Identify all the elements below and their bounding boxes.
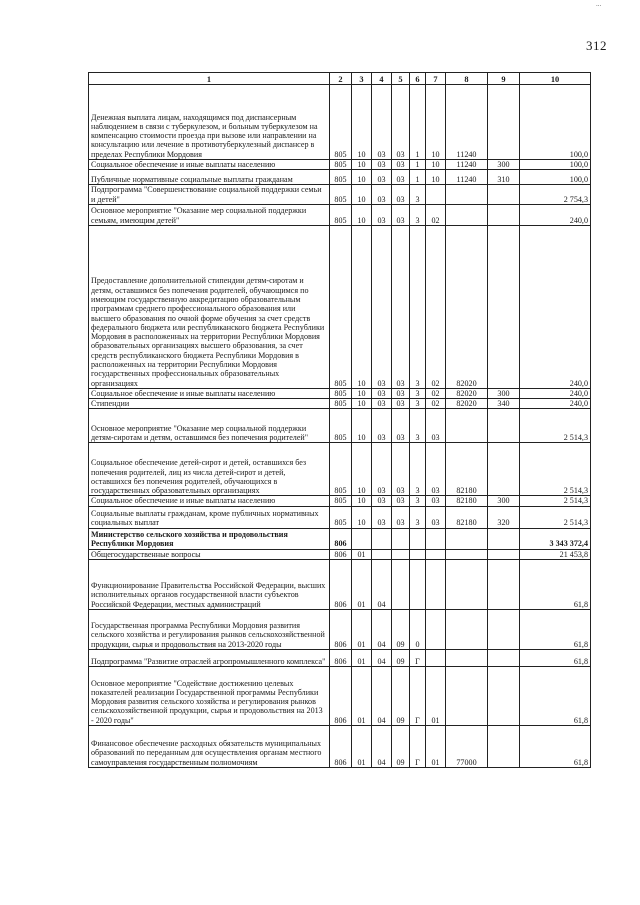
subsection-code: 03 bbox=[372, 204, 392, 225]
table-row bbox=[89, 650, 591, 667]
amount: 61,8 bbox=[520, 726, 591, 768]
subprogram-code: 3 bbox=[410, 204, 426, 225]
header-cell: 7 bbox=[426, 73, 446, 85]
subsection-code: 03 bbox=[372, 225, 392, 388]
subprogram-code: 3 bbox=[410, 185, 426, 205]
direction-code: 82180 bbox=[446, 496, 488, 506]
activity-code: 10 bbox=[426, 170, 446, 185]
subprogram-code: 0 bbox=[410, 610, 426, 650]
amount: 2 514,3 bbox=[520, 409, 591, 443]
admin-code: 805 bbox=[330, 409, 352, 443]
section-code: 01 bbox=[352, 610, 372, 650]
section-code bbox=[352, 528, 372, 549]
table-row bbox=[89, 549, 591, 559]
admin-code: 805 bbox=[330, 388, 352, 398]
subprogram-code: 3 bbox=[410, 388, 426, 398]
section-code: 01 bbox=[352, 650, 372, 667]
table-row bbox=[89, 170, 591, 185]
activity-code: 02 bbox=[426, 204, 446, 225]
admin-code: 805 bbox=[330, 399, 352, 409]
expense-type-code bbox=[488, 409, 520, 443]
subsection-code: 03 bbox=[372, 85, 392, 160]
row-name: Подпрограмма "Совершенствование социальной поддержки семьи и детей" bbox=[89, 185, 330, 205]
direction-code: 77000 bbox=[446, 726, 488, 768]
activity-code bbox=[426, 549, 446, 559]
activity-code: 03 bbox=[426, 443, 446, 496]
subsection-code: 04 bbox=[372, 610, 392, 650]
expense-type-code bbox=[488, 204, 520, 225]
direction-code bbox=[446, 409, 488, 443]
subsection-code: 03 bbox=[372, 185, 392, 205]
program-code: 09 bbox=[392, 610, 410, 650]
subsection-code: 03 bbox=[372, 399, 392, 409]
section-code: 10 bbox=[352, 506, 372, 528]
activity-code: 03 bbox=[426, 506, 446, 528]
admin-code: 806 bbox=[330, 528, 352, 549]
direction-code bbox=[446, 560, 488, 610]
expense-type-code: 320 bbox=[488, 506, 520, 528]
amount: 21 453,8 bbox=[520, 549, 591, 559]
row-name: Социальное обеспечение и иные выплаты населению bbox=[89, 388, 330, 398]
header-cell: 8 bbox=[446, 73, 488, 85]
program-code: 09 bbox=[392, 650, 410, 667]
expense-type-code bbox=[488, 443, 520, 496]
activity-code bbox=[426, 528, 446, 549]
amount: 2 514,3 bbox=[520, 443, 591, 496]
section-code: 10 bbox=[352, 170, 372, 185]
table-row bbox=[89, 506, 591, 528]
expense-type-code: 340 bbox=[488, 399, 520, 409]
expense-type-code bbox=[488, 85, 520, 160]
table-row bbox=[89, 528, 591, 549]
row-name: Публичные нормативные социальные выплаты гражданам bbox=[89, 170, 330, 185]
activity-code bbox=[426, 650, 446, 667]
direction-code: 82020 bbox=[446, 399, 488, 409]
row-name: Основное мероприятие "Оказание мер социальной поддержки семьям, имеющим детей" bbox=[89, 204, 330, 225]
header-cell: 9 bbox=[488, 73, 520, 85]
section-code: 10 bbox=[352, 160, 372, 170]
row-name: Социальное обеспечение детей-сирот и детей, оставшихся без попечения родителей, лиц из числа детей-сирот и детей, оставшихся без попечения родителей, обучающихся в государственных образовательных организациях bbox=[89, 443, 330, 496]
section-code: 10 bbox=[352, 443, 372, 496]
subsection-code bbox=[372, 549, 392, 559]
header-cell: 2 bbox=[330, 73, 352, 85]
table-row bbox=[89, 667, 591, 726]
expense-type-code bbox=[488, 650, 520, 667]
direction-code bbox=[446, 667, 488, 726]
direction-code: 82020 bbox=[446, 388, 488, 398]
subprogram-code bbox=[410, 528, 426, 549]
row-name: Социальное обеспечение и иные выплаты населению bbox=[89, 496, 330, 506]
admin-code: 805 bbox=[330, 160, 352, 170]
subprogram-code: 3 bbox=[410, 443, 426, 496]
amount: 240,0 bbox=[520, 225, 591, 388]
amount: 100,0 bbox=[520, 170, 591, 185]
row-name: Основное мероприятие "Оказание мер социальной поддержки детям-сиротам и детям, оставшимся без попечения родителей" bbox=[89, 409, 330, 443]
row-name: Основное мероприятие "Содействие достижению целевых показателей реализации Государственной программы Республики Мордовия развития сельского хозяйства и регулирования рынков сельскохозяйственной продукции, сырья и продовольствия на 2013 - 2020 годы" bbox=[89, 667, 330, 726]
admin-code: 805 bbox=[330, 170, 352, 185]
subsection-code: 03 bbox=[372, 506, 392, 528]
subsection-code bbox=[372, 528, 392, 549]
section-code: 10 bbox=[352, 85, 372, 160]
amount: 2 754,3 bbox=[520, 185, 591, 205]
program-code: 03 bbox=[392, 443, 410, 496]
program-code bbox=[392, 560, 410, 610]
row-name: Финансовое обеспечение расходных обязательств муниципальных образований по переданным для осуществления органам местного самоуправления государственным полномочиям bbox=[89, 726, 330, 768]
amount: 61,8 bbox=[520, 667, 591, 726]
admin-code: 806 bbox=[330, 549, 352, 559]
budget-table bbox=[88, 72, 591, 768]
table-row bbox=[89, 443, 591, 496]
activity-code: 03 bbox=[426, 409, 446, 443]
page-number: 312 bbox=[586, 38, 607, 53]
header-cell: 4 bbox=[372, 73, 392, 85]
program-code: 09 bbox=[392, 726, 410, 768]
amount: 240,0 bbox=[520, 388, 591, 398]
header-cell: 1 bbox=[89, 73, 330, 85]
header-row bbox=[89, 73, 591, 85]
subsection-code: 03 bbox=[372, 409, 392, 443]
program-code bbox=[392, 549, 410, 559]
subsection-code: 03 bbox=[372, 170, 392, 185]
admin-code: 805 bbox=[330, 185, 352, 205]
header-cell: 3 bbox=[352, 73, 372, 85]
table-row bbox=[89, 399, 591, 409]
activity-code bbox=[426, 610, 446, 650]
amount: 2 514,3 bbox=[520, 506, 591, 528]
amount: 2 514,3 bbox=[520, 496, 591, 506]
program-code: 03 bbox=[392, 225, 410, 388]
admin-code: 805 bbox=[330, 496, 352, 506]
program-code: 03 bbox=[392, 204, 410, 225]
section-code: 10 bbox=[352, 399, 372, 409]
table-row bbox=[89, 85, 591, 160]
expense-type-code bbox=[488, 610, 520, 650]
subprogram-code: Г bbox=[410, 650, 426, 667]
header-cell: 10 bbox=[520, 73, 591, 85]
corner-mark: ... bbox=[596, 0, 602, 8]
direction-code bbox=[446, 650, 488, 667]
amount: 100,0 bbox=[520, 160, 591, 170]
subprogram-code: 1 bbox=[410, 160, 426, 170]
expense-type-code: 300 bbox=[488, 496, 520, 506]
program-code: 03 bbox=[392, 185, 410, 205]
subsection-code: 03 bbox=[372, 388, 392, 398]
direction-code bbox=[446, 204, 488, 225]
subsection-code: 04 bbox=[372, 726, 392, 768]
subprogram-code: 1 bbox=[410, 85, 426, 160]
activity-code: 01 bbox=[426, 726, 446, 768]
expense-type-code bbox=[488, 549, 520, 559]
row-name: Подпрограмма "Развитие отраслей агропромышленного комплекса" bbox=[89, 650, 330, 667]
program-code: 03 bbox=[392, 506, 410, 528]
direction-code: 11240 bbox=[446, 160, 488, 170]
subprogram-code: 3 bbox=[410, 506, 426, 528]
row-name: Государственная программа Республики Мордовия развития сельского хозяйства и регулирования рынков сельскохозяйственной продукции, сырья и продовольствия на 2013-2020 годы bbox=[89, 610, 330, 650]
admin-code: 805 bbox=[330, 225, 352, 388]
table-row bbox=[89, 204, 591, 225]
expense-type-code bbox=[488, 726, 520, 768]
expense-type-code: 300 bbox=[488, 388, 520, 398]
direction-code: 82020 bbox=[446, 225, 488, 388]
program-code bbox=[392, 528, 410, 549]
subprogram-code: 3 bbox=[410, 496, 426, 506]
table-row bbox=[89, 409, 591, 443]
row-name: Министерство сельского хозяйства и продовольствия Республики Мордовия bbox=[89, 528, 330, 549]
expense-type-code bbox=[488, 667, 520, 726]
table-row bbox=[89, 496, 591, 506]
subprogram-code bbox=[410, 560, 426, 610]
program-code: 03 bbox=[392, 409, 410, 443]
subsection-code: 03 bbox=[372, 160, 392, 170]
activity-code: 01 bbox=[426, 667, 446, 726]
expense-type-code: 300 bbox=[488, 160, 520, 170]
row-name: Общегосударственные вопросы bbox=[89, 549, 330, 559]
activity-code: 02 bbox=[426, 399, 446, 409]
row-name: Предоставление дополнительной стипендии детям-сиротам и детям, оставшимся без попечения родителей, обучающимся по имеющим государственную аккредитацию образовательным программам среднего профессионального образования или высшего образования по очной форме обучения за счет средств федерального бюджета или республиканского бюджета Республики Мордовия в расположенных на территории Республики Мордовия образовательных организациях высшего образования, за счет средств республиканского бюджета Республики Мордовия в расположенных на территории Республики Мордовия государственных профессиональных образовательных организациях bbox=[89, 225, 330, 388]
program-code: 03 bbox=[392, 496, 410, 506]
section-code: 10 bbox=[352, 388, 372, 398]
activity-code: 03 bbox=[426, 496, 446, 506]
row-name: Денежная выплата лицам, находящимся под диспансерным наблюдением в связи с туберкулезом, и больным туберкулезом на компенсацию стоимости проезда при вызове или направлении на консультацию или лечение в противотуберкулезный диспансер в пределах Республики Мордовия bbox=[89, 85, 330, 160]
direction-code bbox=[446, 528, 488, 549]
admin-code: 805 bbox=[330, 443, 352, 496]
subsection-code: 04 bbox=[372, 667, 392, 726]
program-code: 09 bbox=[392, 667, 410, 726]
direction-code: 82180 bbox=[446, 506, 488, 528]
table-row bbox=[89, 185, 591, 205]
table-row bbox=[89, 610, 591, 650]
subprogram-code: 3 bbox=[410, 225, 426, 388]
amount: 240,0 bbox=[520, 204, 591, 225]
table-row bbox=[89, 388, 591, 398]
direction-code: 11240 bbox=[446, 85, 488, 160]
section-code: 10 bbox=[352, 185, 372, 205]
admin-code: 806 bbox=[330, 650, 352, 667]
row-name: Социальные выплаты гражданам, кроме публичных нормативных социальных выплат bbox=[89, 506, 330, 528]
section-code: 01 bbox=[352, 549, 372, 559]
activity-code: 10 bbox=[426, 85, 446, 160]
activity-code: 10 bbox=[426, 160, 446, 170]
program-code: 03 bbox=[392, 388, 410, 398]
row-name: Стипендии bbox=[89, 399, 330, 409]
section-code: 10 bbox=[352, 204, 372, 225]
section-code: 01 bbox=[352, 560, 372, 610]
expense-type-code bbox=[488, 560, 520, 610]
table-row bbox=[89, 560, 591, 610]
program-code: 03 bbox=[392, 399, 410, 409]
subsection-code: 04 bbox=[372, 650, 392, 667]
table-row bbox=[89, 225, 591, 388]
expense-type-code bbox=[488, 225, 520, 388]
amount: 61,8 bbox=[520, 560, 591, 610]
expense-type-code bbox=[488, 185, 520, 205]
subsection-code: 03 bbox=[372, 443, 392, 496]
admin-code: 805 bbox=[330, 85, 352, 160]
admin-code: 806 bbox=[330, 726, 352, 768]
amount: 240,0 bbox=[520, 399, 591, 409]
activity-code: 02 bbox=[426, 225, 446, 388]
direction-code: 82180 bbox=[446, 443, 488, 496]
admin-code: 805 bbox=[330, 506, 352, 528]
subprogram-code: Г bbox=[410, 726, 426, 768]
section-code: 01 bbox=[352, 667, 372, 726]
amount: 3 343 372,4 bbox=[520, 528, 591, 549]
admin-code: 806 bbox=[330, 610, 352, 650]
activity-code bbox=[426, 185, 446, 205]
admin-code: 806 bbox=[330, 667, 352, 726]
subprogram-code: Г bbox=[410, 667, 426, 726]
section-code: 10 bbox=[352, 409, 372, 443]
section-code: 01 bbox=[352, 726, 372, 768]
admin-code: 805 bbox=[330, 204, 352, 225]
amount: 61,8 bbox=[520, 610, 591, 650]
table-row bbox=[89, 160, 591, 170]
expense-type-code bbox=[488, 528, 520, 549]
activity-code: 02 bbox=[426, 388, 446, 398]
subprogram-code: 3 bbox=[410, 399, 426, 409]
direction-code bbox=[446, 610, 488, 650]
row-name: Функционирование Правительства Российской Федерации, высших исполнительных органов государственной власти субъектов Российской Федерации, местных администраций bbox=[89, 560, 330, 610]
program-code: 03 bbox=[392, 85, 410, 160]
activity-code bbox=[426, 560, 446, 610]
section-code: 10 bbox=[352, 496, 372, 506]
admin-code: 806 bbox=[330, 560, 352, 610]
subprogram-code: 1 bbox=[410, 170, 426, 185]
row-name: Социальное обеспечение и иные выплаты населению bbox=[89, 160, 330, 170]
header-cell: 6 bbox=[410, 73, 426, 85]
program-code: 03 bbox=[392, 160, 410, 170]
amount: 100,0 bbox=[520, 85, 591, 160]
header-cell: 5 bbox=[392, 73, 410, 85]
direction-code bbox=[446, 185, 488, 205]
expense-type-code: 310 bbox=[488, 170, 520, 185]
subsection-code: 04 bbox=[372, 560, 392, 610]
subprogram-code bbox=[410, 549, 426, 559]
amount: 61,8 bbox=[520, 650, 591, 667]
direction-code bbox=[446, 549, 488, 559]
direction-code: 11240 bbox=[446, 170, 488, 185]
subsection-code: 03 bbox=[372, 496, 392, 506]
subprogram-code: 3 bbox=[410, 409, 426, 443]
program-code: 03 bbox=[392, 170, 410, 185]
section-code: 10 bbox=[352, 225, 372, 388]
table-row bbox=[89, 726, 591, 768]
table-body bbox=[89, 85, 591, 768]
